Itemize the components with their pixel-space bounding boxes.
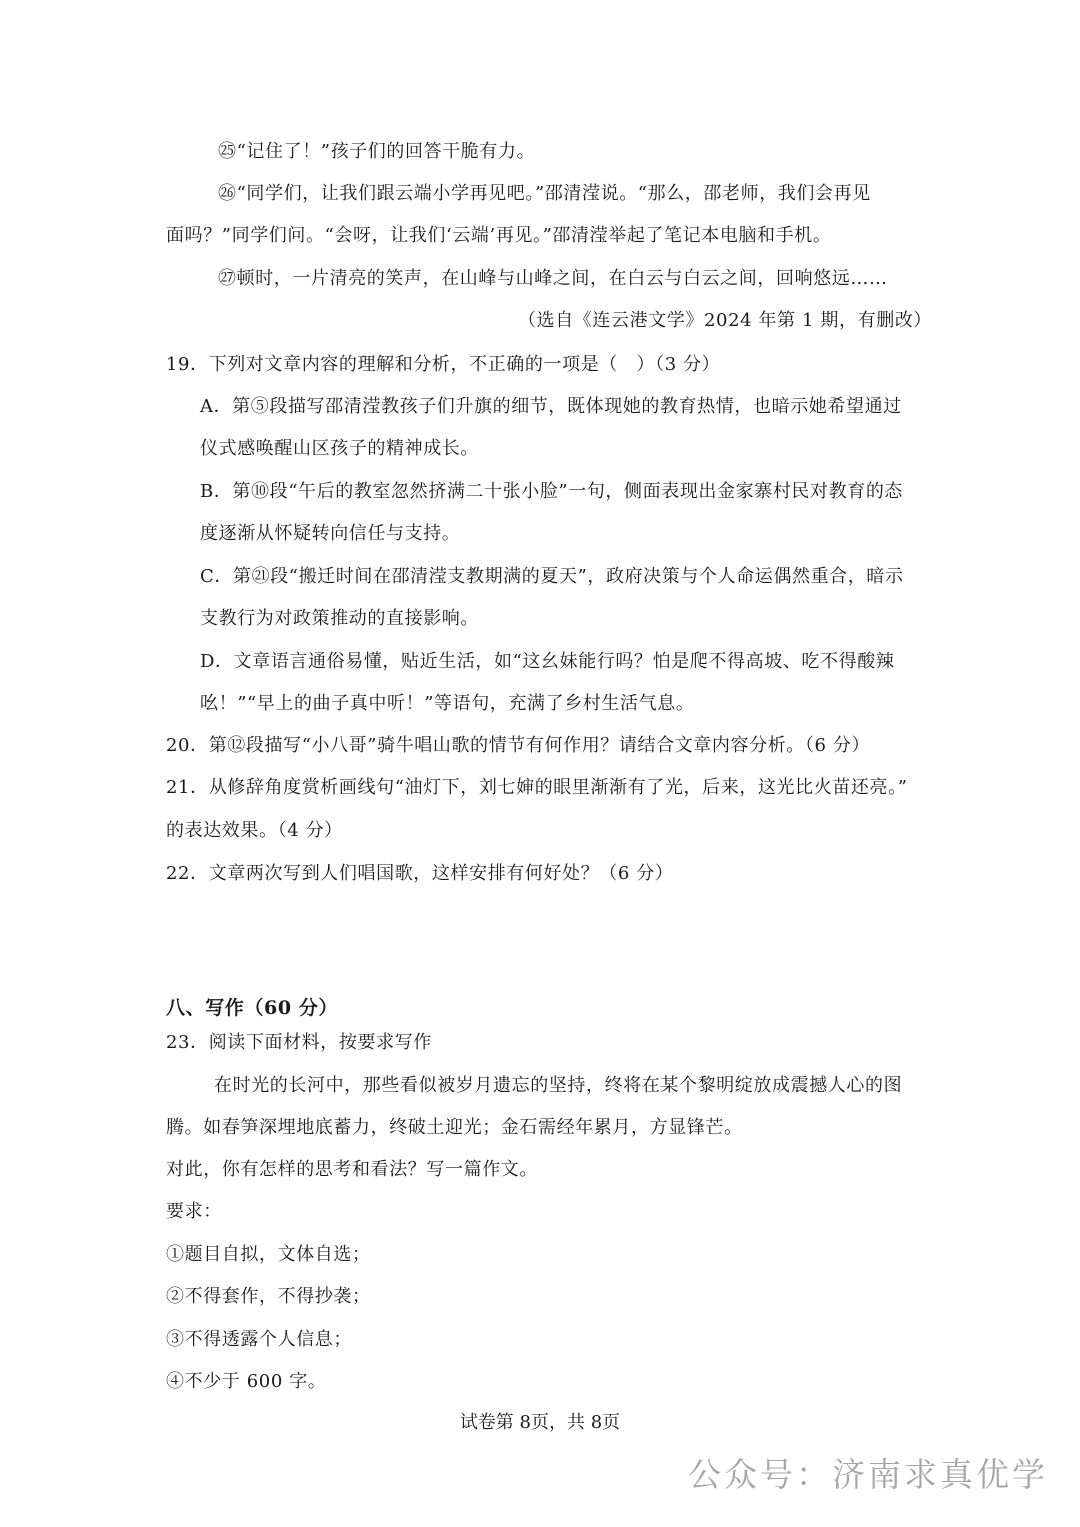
question-19-option-c: C．第㉑段“搬迁时间在邵清滢支教期满的夏天”，政府决策与个人命运偶然重合，暗示 — [200, 566, 904, 587]
question-22: 22．文章两次写到人们唱国歌，这样安排有何好处？（6 分） — [166, 863, 674, 884]
requirement-4: ④不少于 600 字。 — [166, 1371, 327, 1392]
writing-material: 在时光的长河中，那些看似被岁月遗忘的坚持，终将在某个黎明绽放成震撼人心的图 — [214, 1075, 903, 1096]
question-19-option-d-cont: 吆！”“早上的曲子真中听！”等语句，充满了乡村生活气息。 — [200, 693, 695, 714]
requirement-2: ②不得套作，不得抄袭； — [166, 1286, 371, 1307]
question-23: 23．阅读下面材料，按要求写作 — [166, 1032, 432, 1053]
page-footer: 试卷第 8页，共 8页 — [459, 1412, 621, 1433]
requirement-1: ①题目自拟，文体自选； — [166, 1244, 371, 1265]
passage-paragraph-27: ㉗顿时，一片清亮的笑声，在山峰与山峰之间，在白云与白云之间，回响悠远…… — [218, 268, 888, 289]
writing-prompt: 对此，你有怎样的思考和看法？写一篇作文。 — [166, 1159, 538, 1180]
passage-paragraph-25: ㉕“记住了！”孩子们的回答干脆有力。 — [218, 141, 536, 162]
requirement-3: ③不得透露个人信息； — [166, 1329, 352, 1350]
question-19-option-b-cont: 度逐渐从怀疑转向信任与支持。 — [200, 523, 461, 544]
question-21-cont: 的表达效果。（4 分） — [166, 820, 343, 841]
question-21: 21．从修辞角度赏析画线句“油灯下，刘七婶的眼里渐渐有了光，后来，这光比火苗还亮。” — [166, 777, 908, 798]
question-19-stem: 19．下列对文章内容的理解和分析，不正确的一项是（ ）（3 分） — [166, 354, 721, 375]
passage-paragraph-26-cont: 面吗？”同学们问。“会呀，让我们‘云端’再见。”邵清滢举起了笔记本电脑和手机。 — [166, 225, 832, 246]
question-19-option-c-cont: 支教行为对政策推动的直接影响。 — [200, 608, 479, 629]
passage-source: （选自《连云港文学》2024 年第 1 期，有删改） — [518, 310, 933, 331]
question-20: 20．第⑫段描写“小八哥”骑牛唱山歌的情节有何作用？请结合文章内容分析。（6 分） — [166, 735, 871, 756]
question-19-option-a: A．第⑤段描写邵清滢教孩子们升旗的细节，既体现她的教育热情，也暗示她希望通过 — [200, 396, 902, 417]
question-19-option-d: D．文章语言通俗易懂，贴近生活，如“这幺妹能行吗？怕是爬不得高坡、吃不得酸辣 — [200, 651, 895, 672]
question-19-option-a-cont: 仪式感唤醒山区孩子的精神成长。 — [200, 438, 479, 459]
passage-paragraph-26: ㉖“同学们，让我们跟云端小学再见吧。”邵清滢说。“那么，邵老师，我们会再见 — [218, 183, 871, 204]
section-title-writing: 八、写作（60 分） — [166, 997, 339, 1019]
question-19-option-b: B．第⑩段“午后的教室忽然挤满二十张小脸”一句，侧面表现出金家寨村民对教育的态 — [200, 481, 904, 502]
watermark: 公众号：济南求真优学 — [688, 1455, 1048, 1494]
writing-material-cont: 腾。如春笋深埋地底蓄力，终破土迎光；金石需经年累月，方显锋芒。 — [166, 1117, 743, 1138]
requirements-label: 要求： — [166, 1201, 222, 1222]
